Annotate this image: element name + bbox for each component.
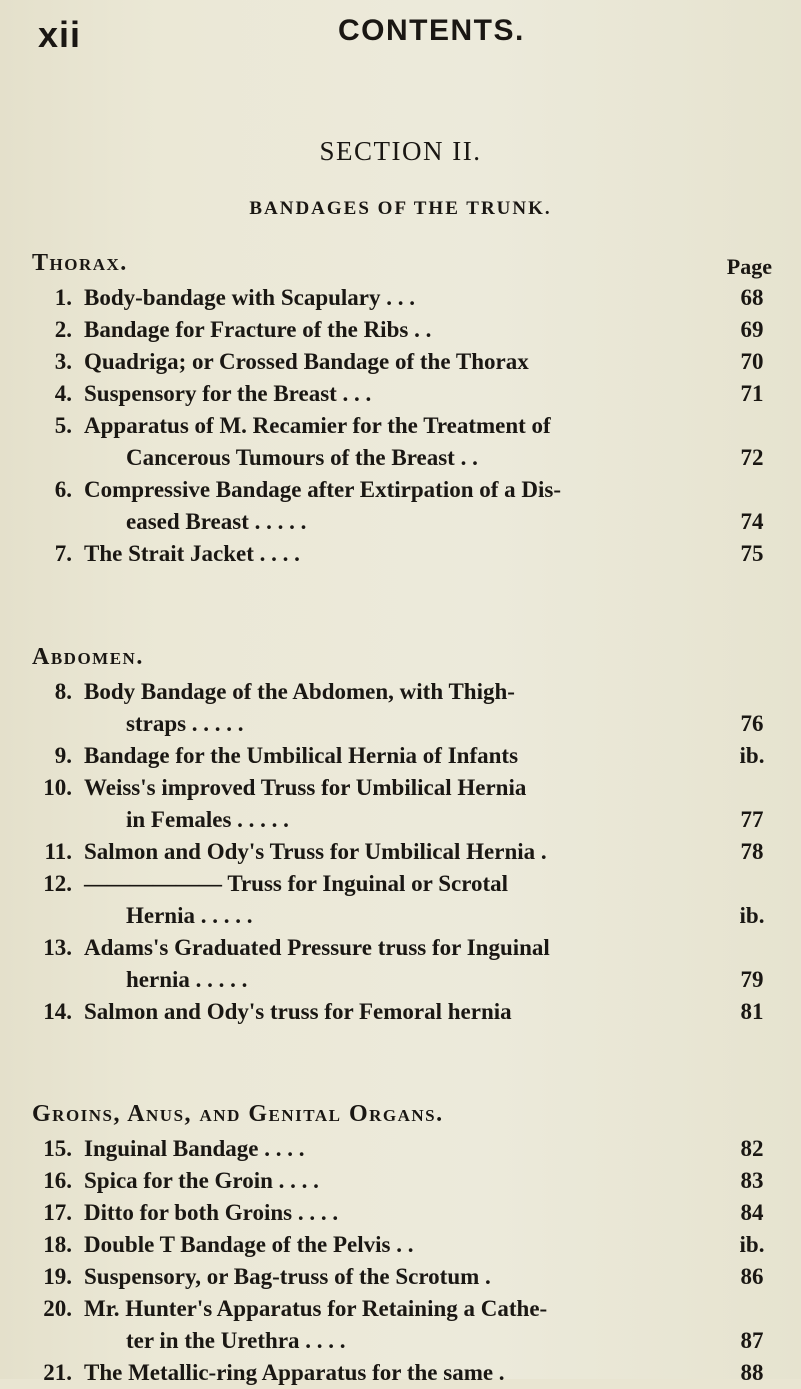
entry-number: 3. <box>54 349 72 374</box>
contents-entry <box>32 314 772 346</box>
entry-page-number: 70 <box>740 349 764 374</box>
group-heading-text: Thorax. <box>32 250 128 276</box>
entry-title-line: The Strait Jacket . . . . <box>84 541 300 566</box>
entry-title-line: Double T Bandage of the Pelvis . . <box>84 1232 414 1257</box>
entry-title-line: Quadriga; or Crossed Bandage of the Thorax <box>84 349 529 374</box>
entry-page-number: 77 <box>740 807 764 832</box>
entry-page-number: 84 <box>740 1200 764 1225</box>
group-heading <box>32 644 772 676</box>
entry-page-number: 79 <box>740 967 764 992</box>
entry-number: 13. <box>43 935 72 960</box>
entry-number: 19. <box>43 1264 72 1289</box>
entry-number: 8. <box>54 679 72 704</box>
entry-title-line: Body Bandage of the Abdomen, with Thigh- <box>84 679 515 704</box>
entry-title-line: Bandage for the Umbilical Hernia of Infants <box>84 743 519 768</box>
contents-entry <box>32 378 772 410</box>
entry-list <box>32 1133 772 1389</box>
entry-page-number: 74 <box>740 509 764 534</box>
entry-number: 16. <box>43 1168 72 1193</box>
entry-page-number: ib. <box>739 743 765 768</box>
entry-title-line: Apparatus of M. Recamier for the Treatment of <box>84 413 551 438</box>
page-folio: xii <box>38 14 82 55</box>
entry-title-line: Compressive Bandage after Extirpation of a Dis- <box>84 477 562 502</box>
entry-title-line: Ditto for both Groins . . . . <box>84 1200 339 1225</box>
entry-page-number: 86 <box>740 1264 764 1289</box>
entry-number: 18. <box>43 1232 72 1257</box>
entry-page-number: 72 <box>740 445 764 470</box>
contents-entry <box>32 282 772 314</box>
group-heading <box>32 1101 772 1133</box>
entry-page-number: 71 <box>740 381 764 406</box>
contents-entry <box>32 474 772 538</box>
entry-number: 20. <box>43 1296 72 1321</box>
entry-number: 6. <box>54 477 72 502</box>
entry-number: 17. <box>43 1200 72 1225</box>
contents-entry <box>32 836 772 868</box>
entry-title-line: in Females . . . . . <box>126 807 289 832</box>
entry-number: 1. <box>54 285 72 310</box>
entry-page-number: 75 <box>740 541 764 566</box>
entry-number: 15. <box>43 1136 72 1161</box>
group-heading-text: Groins, Anus, and Genital Organs. <box>32 1101 444 1127</box>
contents-entry <box>32 1197 772 1229</box>
contents-entry <box>32 410 772 474</box>
group-heading-text: Abdomen. <box>32 644 144 670</box>
entry-number: 2. <box>54 317 72 342</box>
entry-title-line: ter in the Urethra . . . . <box>126 1328 346 1353</box>
contents-entry <box>32 1165 772 1197</box>
running-head <box>38 14 768 58</box>
entry-title-line: —————— Truss for Inguinal or Scrotal <box>84 871 509 896</box>
entry-title-line: Inguinal Bandage . . . . <box>84 1136 305 1161</box>
entry-page-number: 68 <box>740 285 764 310</box>
contents-group-thorax <box>32 250 772 570</box>
entry-title-line: Body-bandage with Scapulary . . . <box>84 285 416 310</box>
entry-title-line: Salmon and Ody's Truss for Umbilical Hernia . <box>84 839 547 864</box>
group-heading <box>32 250 772 282</box>
entry-title-line: Adams's Graduated Pressure truss for Inguinal <box>84 935 550 960</box>
entry-number: 4. <box>54 381 72 406</box>
entry-list <box>32 282 772 570</box>
entry-title-line: The Metallic-ring Apparatus for the same . <box>84 1360 505 1385</box>
entry-number: 14. <box>43 999 72 1024</box>
contents-entry <box>32 868 772 932</box>
entry-list <box>32 676 772 1028</box>
entry-title-line: Bandage for Fracture of the Ribs . . <box>84 317 432 342</box>
entry-page-number: ib. <box>739 903 765 928</box>
entry-title-line: Weiss's improved Truss for Umbilical Hernia <box>84 775 527 800</box>
contents-entry <box>32 1261 772 1293</box>
entry-number: 5. <box>54 413 72 438</box>
contents-entry <box>32 1133 772 1165</box>
contents-entry <box>32 772 772 836</box>
contents-entry <box>32 1357 772 1389</box>
running-title: CONTENTS. <box>338 14 525 47</box>
section-subtitle: BANDAGES OF THE TRUNK. <box>249 198 552 219</box>
entry-title-line: Spica for the Groin . . . . <box>84 1168 319 1193</box>
entry-number: 21. <box>43 1360 72 1385</box>
entry-title-line: Suspensory for the Breast . . . <box>84 381 372 406</box>
entry-page-number: 82 <box>740 1136 764 1161</box>
entry-page-number: 76 <box>740 711 764 736</box>
entry-title-line: Hernia . . . . . <box>126 903 253 928</box>
contents-entry <box>32 740 772 772</box>
contents-entry <box>32 1229 772 1261</box>
entry-page-number: 88 <box>740 1360 764 1385</box>
entry-page-number: 78 <box>740 839 764 864</box>
entry-number: 10. <box>43 775 72 800</box>
contents-entry <box>32 538 772 570</box>
section-title: SECTION II. <box>319 136 482 166</box>
entry-title-line: Salmon and Ody's truss for Femoral hernia <box>84 999 512 1024</box>
entry-title-line: Suspensory, or Bag-truss of the Scrotum . <box>84 1264 491 1289</box>
contents-entry <box>32 346 772 378</box>
entry-number: 9. <box>54 743 72 768</box>
entry-number: 11. <box>44 839 72 864</box>
entry-page-number: 83 <box>740 1168 764 1193</box>
entry-title-line: straps . . . . . <box>126 711 244 736</box>
contents-entry <box>32 996 772 1028</box>
contents-group-abdomen <box>32 644 772 1028</box>
contents-entry <box>32 676 772 740</box>
entry-number: 12. <box>43 871 72 896</box>
entry-page-number: ib. <box>739 1232 765 1257</box>
entry-title-line: Cancerous Tumours of the Breast . . <box>126 445 478 470</box>
entry-page-number: 69 <box>740 317 764 342</box>
page-column-label: Page <box>726 254 772 279</box>
contents-entry <box>32 932 772 996</box>
contents-entry <box>32 1293 772 1357</box>
contents-group-groins <box>32 1101 772 1389</box>
entry-title-line: hernia . . . . . <box>126 967 248 992</box>
entry-page-number: 81 <box>740 999 764 1024</box>
entry-number: 7. <box>54 541 72 566</box>
entry-title-line: eased Breast . . . . . <box>126 509 307 534</box>
entry-page-number: 87 <box>740 1328 764 1353</box>
entry-title-line: Mr. Hunter's Apparatus for Retaining a Cathe- <box>84 1296 548 1321</box>
